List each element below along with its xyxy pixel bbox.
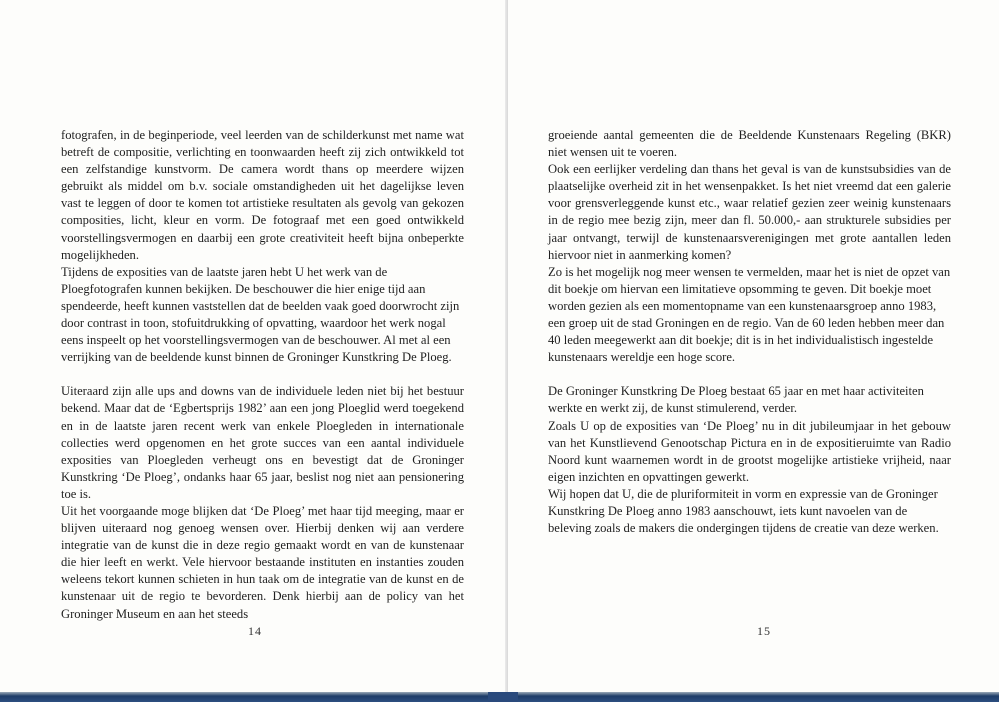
cover-spine	[488, 692, 518, 702]
page-number: 14	[248, 624, 262, 638]
paragraph: De Groninger Kunstkring De Ploeg bestaat 65 jaar en met haar activiteiten werkte en werkt zij, de kunst stimulerend, verder.	[548, 384, 924, 416]
right-page-text	[548, 127, 951, 537]
paragraph-gap	[548, 366, 951, 383]
paragraph: Ook een eerlijker verdeling dan thans het geval is van de kunstsubsidies van de plaatselijke overheid zit in het wensenpakket. Is het niet vreemd dat een galerie voor grensverleggende kunst etc., waar relatief gezien zeer weinig kunstenaars in de regio mee bezig zijn, meer dan fl. 50.000,- aan strukturele subsidies per jaar ontvangt, terwijl de kunstenaarsverenigingen met grote aantallen leden hiervoor niet in aanmerking komen?	[548, 162, 951, 262]
page-number: 15	[757, 624, 771, 638]
paragraph: fotografen, in de beginperiode, veel leerden van de schilderkunst met name wat betreft de compositie, verlichting en toonwaarden heeft zij zich ontwikkeld tot een zelfstandige kunstvorm. De camera wordt thans op meerdere wijzen gebruikt als middel om b.v. sociale omstandigheden uit het dagelijkse leven vast te leggen of door te komen tot artistieke resultaten als gevolg van gekozen composities, licht, kleur en vorm. De fotograaf met een goed ontwikkeld voorstellingsvermogen en daarbij een grote creativiteit heeft bijna onbeperkte mogelijkheden.	[61, 128, 464, 262]
paragraph: Wij hopen dat U, die de pluriformiteit in vorm en expressie van de Groninger Kunstkring De Ploeg anno 1983 aanschouwt, iets kunt navoelen van de beleving zoals de makers die ondergingen tijdens de creatie van deze werken.	[548, 486, 939, 536]
paragraph: Uiteraard zijn alle ups and downs van de individuele leden niet bij het bestuur bekend. Maar dat de ‘Egbertsprijs 1982’ aan een jong Ploeglid werd toegekend en in de laatste jaren recent werk van enkele Ploegleden in internationale collecties werd opgenomen en het grote succes van een aantal individuele exposities van Ploegleden verheugt ons en bevestigt dat de Groninger Kunstkring ‘De Ploeg’, ondanks haar 65 jaar, beslist nog niet aan pensionering toe is.	[61, 384, 464, 501]
paragraph: Tijdens de exposities van de laatste jaren hebt U het werk van de Ploegfotografen kunnen bekijken. De beschouwer die hier enige tijd aan spendeerde, heeft kunnen vaststellen dat de beelden vaak goed doorwrocht zijn door contrast in toon, stofuitdrukking of opvatting, waardoor het werk nogal eens inspeelt op het voorstellingsvermogen van de beschouwer. Al met al een verrijking van de beeldende kunst binnen de Groninger Kunstkring De Ploeg.	[61, 264, 460, 365]
paragraph: groeiende aantal gemeenten die de Beeldende Kunstenaars Regeling (BKR) niet wensen uit te voeren.	[548, 128, 951, 160]
left-page-text	[61, 127, 464, 623]
book-cover-edge	[0, 692, 999, 702]
paragraph-gap	[61, 366, 464, 383]
paragraph: Uit het voorgaande moge blijken dat ‘De Ploeg’ met haar tijd meeging, maar er blijven uiteraard nog genoeg wensen over. Hierbij denken wij aan verdere integratie van de kunst die in deze regio gemaakt wordt en van de kunstenaar die hier leeft en werkt. Vele hiervoor bestaande instituten en instanties zouden weleens tekort kunnen schieten in hun taak om de integratie van de kunst en de kunstenaar uit de regio te bevorderen. Denk hierbij aan de policy van het Groninger Museum en aan het steeds	[61, 503, 464, 621]
paragraph: Zo is het mogelijk nog meer wensen te vermelden, maar het is niet de opzet van dit boekje om hiervan een limitatieve opsomming te geven. Dit boekje moet worden gezien als een momentopname van een kunstenaarsgroep anno 1983, een groep uit de stad Groningen en de regio. Van de 60 leden hebben meer dan 40 leden meegewerkt aan dit boekje; dit is in het individualistisch ingestelde kunstenaars wereldje een hoge score.	[548, 264, 951, 365]
paragraph: Zoals U op de exposities van ‘De Ploeg’ nu in dit jubileumjaar in het gebouw van het Kunstlievend Genootschap Pictura en in de expositieruimte van Radio Noord kunt waarnemen wordt in de grootst mogelijke artistieke vrijheid, naar eigen inzichten en opvattingen gewerkt.	[548, 418, 951, 484]
